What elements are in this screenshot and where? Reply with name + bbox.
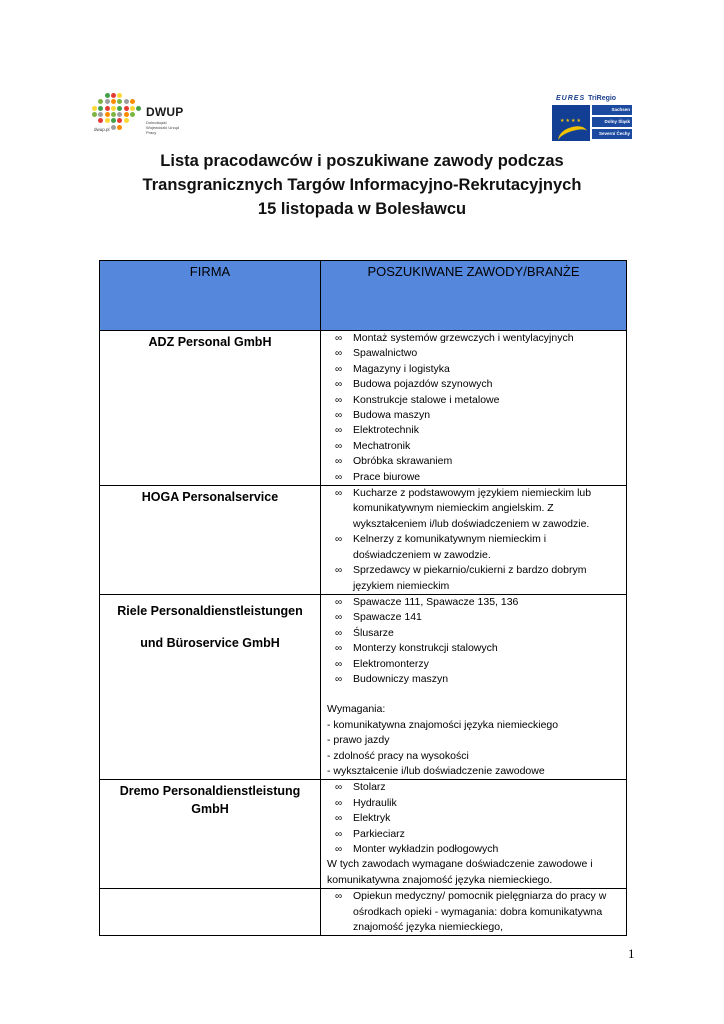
requirement-item: - zdolność pracy na wysokości	[327, 749, 469, 762]
region-severni-cechy: Severní Čechy	[592, 129, 632, 139]
firm-name-line-2: GmbH	[191, 802, 229, 817]
list-item: ∞ Hydraulik	[335, 796, 626, 811]
title-line-2: Transgranicznych Targów Informacyjno-Rekrutacyjnych	[142, 176, 582, 194]
dwup-logo-name: DWUP	[146, 105, 184, 119]
firm-name: HOGA Personalservice	[100, 486, 321, 595]
list-item: ∞ Spawacze 111, Spawacze 135, 136	[335, 595, 626, 610]
logo-dot	[111, 93, 116, 98]
occupations-cell	[321, 486, 627, 595]
logo-dot	[98, 118, 103, 123]
list-item: ∞ Mechatronik	[335, 439, 626, 454]
dwup-logo-subtitle: Dolnośląski Wojewódzki Urząd Pracy	[146, 120, 180, 135]
logo-dot	[124, 118, 129, 123]
requirement-item: - wykształcenie i/lub doświadczenie zawodowe	[327, 764, 545, 777]
logo-dot	[105, 99, 110, 104]
occupation-list	[321, 486, 626, 594]
firm-name-line-1: Riele Personaldienstleistungen	[117, 603, 303, 618]
logo-dot	[92, 112, 97, 117]
logo-dot	[124, 106, 129, 111]
list-item: ∞ Budowniczy maszyn	[335, 672, 626, 687]
list-item: ∞ Kelnerzy z komunikatywnym niemieckim i doświadczeniem w zawodzie.	[335, 532, 626, 563]
logo-dot	[111, 125, 116, 130]
list-item: ∞ Montaż systemów grzewczych i wentylacyjnych	[335, 331, 626, 346]
logo-dot	[92, 106, 97, 111]
logo-dot	[111, 106, 116, 111]
eures-logo-text	[556, 95, 616, 102]
logo-dot	[117, 93, 122, 98]
occupations-cell	[321, 780, 627, 889]
occupation-list	[321, 331, 626, 485]
list-item: ∞ Spawalnictwo	[335, 346, 626, 361]
requirements-note: W tych zawodach wymagane doświadczenie zawodowe i komunikatywna znajomość języka niemieckiego.	[327, 858, 593, 886]
occupation-list	[321, 595, 626, 687]
list-item: ∞ Budowa pojazdów szynowych	[335, 377, 626, 392]
logo-dot	[111, 118, 116, 123]
logo-dot	[124, 99, 129, 104]
logo-dot	[98, 99, 103, 104]
list-item: ∞ Spawacze 141	[335, 610, 626, 625]
logo-dot	[130, 106, 135, 111]
list-item: ∞ Kucharze z podstawowym językiem niemieckim lub komunikatywnym niemieckim angielskim. Z wykształceniem i/lub doświadczeniem w zawodzie.	[335, 486, 626, 532]
list-item: ∞ Obróbka skrawaniem	[335, 454, 626, 469]
occupations-cell	[321, 594, 627, 779]
eures-brand: EURES	[556, 95, 586, 102]
header-occupations-label: POSZUKIWANE ZAWODY/BRANŻE	[367, 264, 580, 279]
occupations-cell	[321, 331, 627, 486]
table-row	[100, 889, 627, 936]
table-row	[100, 594, 627, 779]
list-item: ∞ Monter wykładzin podłogowych	[335, 842, 626, 857]
document-title	[60, 149, 664, 221]
logo-dot	[105, 118, 110, 123]
requirement-item: - prawo jazdy	[327, 734, 390, 747]
occupation-list	[321, 889, 626, 935]
list-item: ∞ Parkieciarz	[335, 827, 626, 842]
firm-name	[100, 780, 321, 889]
trireg-brand: TriRegio	[588, 95, 617, 102]
list-item: ∞ Elektrotechnik	[335, 423, 626, 438]
table-row	[100, 780, 627, 889]
eures-trireg-logo	[552, 95, 632, 141]
logo-dot	[105, 106, 110, 111]
table-row	[100, 486, 627, 595]
firm-name-line-1: Dremo Personaldienstleistung	[119, 784, 301, 799]
header-firm	[100, 261, 321, 331]
title-line-1: Lista pracodawców i poszukiwane zawody podczas	[160, 152, 564, 170]
firm-name	[100, 594, 321, 779]
table-row	[100, 331, 627, 486]
requirement-item: - komunikatywna znajomości języka niemieckiego	[327, 718, 559, 731]
requirements-title: Wymagania:	[327, 703, 386, 716]
list-item: ∞ Elektryk	[335, 811, 626, 826]
logo-dot	[136, 106, 141, 111]
logo-dot	[124, 112, 129, 117]
list-item: ∞ Stolarz	[335, 780, 626, 795]
firm-name: ADZ Personal GmbH	[100, 331, 321, 486]
page-number: 1	[628, 946, 635, 961]
firm-name-line-2: und Büroservice GmbH	[140, 635, 280, 650]
occupation-list	[321, 780, 626, 857]
header-firm-label: FIRMA	[189, 264, 231, 279]
logo-dot	[117, 106, 122, 111]
logo-dot	[117, 118, 122, 123]
table-header-row	[100, 261, 627, 331]
eures-flag-graphic	[552, 105, 590, 141]
list-item: ∞ Opiekun medyczny/ pomocnik pielęgniarza do pracy w ośrodkach opieki - wymagania: dobra komunikatywna znajomość języka niemieckiego,	[335, 889, 626, 935]
region-sachsen: Sachsen	[592, 105, 632, 115]
list-item: ∞ Budowa maszyn	[335, 408, 626, 423]
logo-dot	[98, 106, 103, 111]
eures-swoosh-icon	[556, 123, 590, 149]
list-item: ∞ Sprzedawcy w piekarnio/cukierni z bardzo dobrym językiem niemieckim	[335, 563, 626, 594]
logo-dot	[105, 93, 110, 98]
list-item: ∞ Konstrukcje stalowe i metalowe	[335, 393, 626, 408]
eu-stars-icon: ★★★★	[560, 118, 582, 124]
eures-regions	[592, 105, 632, 141]
logo-dot	[111, 99, 116, 104]
logo-dot	[117, 125, 122, 130]
logo-dot	[105, 112, 110, 117]
employers-table	[99, 260, 627, 936]
title-line-3: 15 listopada w Bolesławcu	[257, 200, 467, 218]
list-item: ∞ Elektromonterzy	[335, 657, 626, 672]
logo-dot	[130, 99, 135, 104]
list-item: ∞ Prace biurowe	[335, 470, 626, 485]
region-dolny-slask: Dolny Śląsk	[592, 117, 632, 127]
logo-dot	[111, 112, 116, 117]
dwup-logo	[92, 93, 202, 135]
list-item: ∞ Magazyny i logistyka	[335, 362, 626, 377]
dwup-logo-url: dwup.pl	[94, 127, 110, 132]
list-item: ∞ Ślusarze	[335, 626, 626, 641]
logo-dot	[130, 112, 135, 117]
logo-dot	[98, 112, 103, 117]
firm-name	[100, 889, 321, 936]
logo-dot	[117, 112, 122, 117]
header-occupations	[321, 261, 627, 331]
list-item: ∞ Monterzy konstrukcji stalowych	[335, 641, 626, 656]
logo-dot	[117, 99, 122, 104]
occupations-cell	[321, 889, 627, 936]
